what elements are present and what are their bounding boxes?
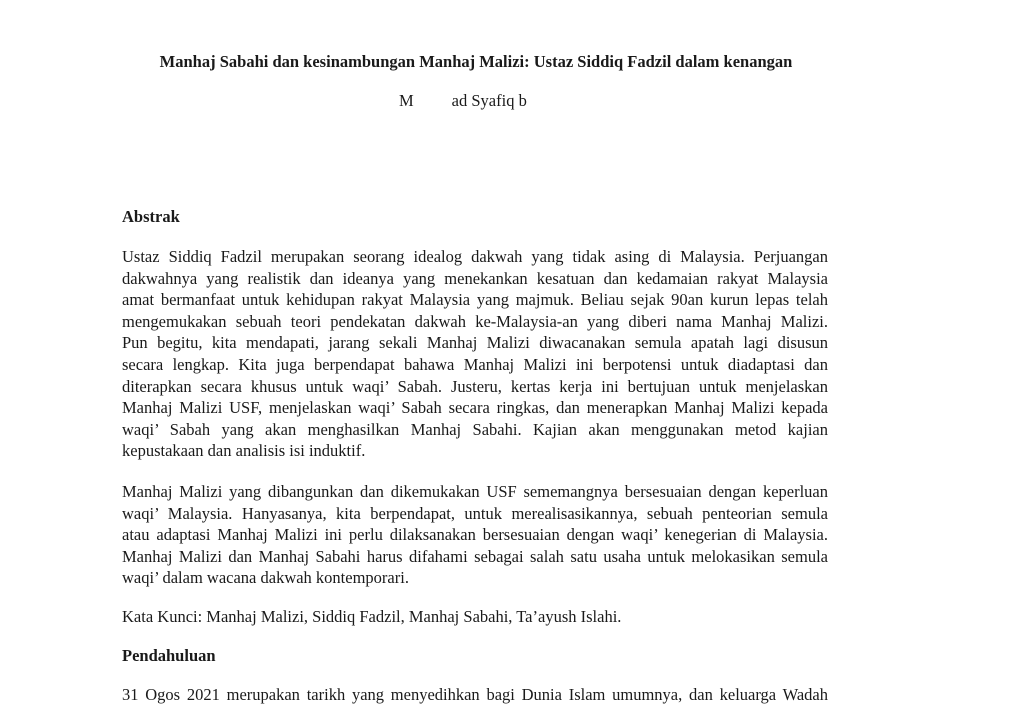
abstract-paragraph-1 bbox=[122, 246, 828, 462]
text-line: dakwahnya yang realistik dan ideanya yang menekankan kesatuan dan kedamaian rakyat Malaysia bbox=[122, 268, 828, 288]
text-line: kepustakaan dan analisis isi induktif. bbox=[122, 441, 366, 461]
text-line: 31 Ogos 2021 merupakan tarikh yang menyedihkan bagi Dunia Islam umumnya, dan keluarga Wadah bbox=[122, 685, 828, 704]
author-name-part-1: M bbox=[399, 91, 414, 110]
text-line: diterapkan secara khusus untuk waqi’ Sabah. Justeru, kertas kerja ini bertujuan untuk menjelaskan bbox=[122, 376, 828, 396]
author-name bbox=[399, 91, 527, 111]
text-line: Manhaj Malizi dan Manhaj Sabahi harus difahami sebagai salah satu usaha untuk melokasikan semula bbox=[122, 546, 828, 566]
document-title: Manhaj Sabahi dan kesinambungan Manhaj Malizi: Ustaz Siddiq Fadzil dalam kenangan bbox=[159, 52, 793, 71]
introduction-heading: Pendahuluan bbox=[122, 646, 216, 665]
text-line: Manhaj Malizi USF, menjelaskan waqi’ Sabah secara ringkas, dan menerapkan Manhaj Malizi kepada bbox=[122, 398, 828, 418]
text-line: waqi’ Malaysia. Hanyasanya, kita berpendapat, untuk merealisasikannya, sebuah penteorian semula bbox=[122, 503, 828, 523]
text-line: Pun begitu, kita mendapati, jarang sekali Manhaj Malizi diwacanakan semula apatah lagi disusun bbox=[122, 333, 828, 353]
text-line: secara lengkap. Kita juga berpendapat bahawa Manhaj Malizi ini berpotensi untuk diadaptasi dan bbox=[122, 354, 828, 374]
text-line: amat bermanfaat untuk kehidupan rakyat Malaysia yang majmuk. Beliau sejak 90an kurun lepas telah bbox=[122, 290, 828, 310]
keywords-text: Kata Kunci: Manhaj Malizi, Siddiq Fadzil, Manhaj Sabahi, Ta’ayush Islahi. bbox=[122, 607, 622, 626]
author-name-part-2: ad Syafiq b bbox=[451, 91, 527, 110]
keywords bbox=[122, 606, 828, 628]
abstract-paragraph-2 bbox=[122, 481, 828, 589]
text-line: atau adaptasi Manhaj Malizi ini perlu dilaksanakan bersesuaian dengan waqi’ kenegerian di Malaysia. bbox=[122, 525, 828, 545]
abstract-heading: Abstrak bbox=[122, 207, 180, 226]
text-line: mengemukakan sebuah teori pendekatan dakwah ke-Malaysia-an yang diberi nama Manhaj Malizi. bbox=[122, 311, 828, 331]
introduction-paragraph bbox=[122, 684, 828, 704]
text-line: Ustaz Siddiq Fadzil merupakan seorang idealog dakwah yang tidak asing di Malaysia. Perjuangan bbox=[122, 247, 828, 266]
text-line: Manhaj Malizi yang dibangunkan dan dikemukakan USF sememangnya bersesuaian dengan keperluan bbox=[122, 482, 828, 501]
text-line: waqi’ dalam wacana dakwah kontemporari. bbox=[122, 568, 409, 588]
text-line: waqi’ Sabah yang akan menghasilkan Manhaj Sabahi. Kajian akan menggunakan metod kajian bbox=[122, 419, 828, 439]
